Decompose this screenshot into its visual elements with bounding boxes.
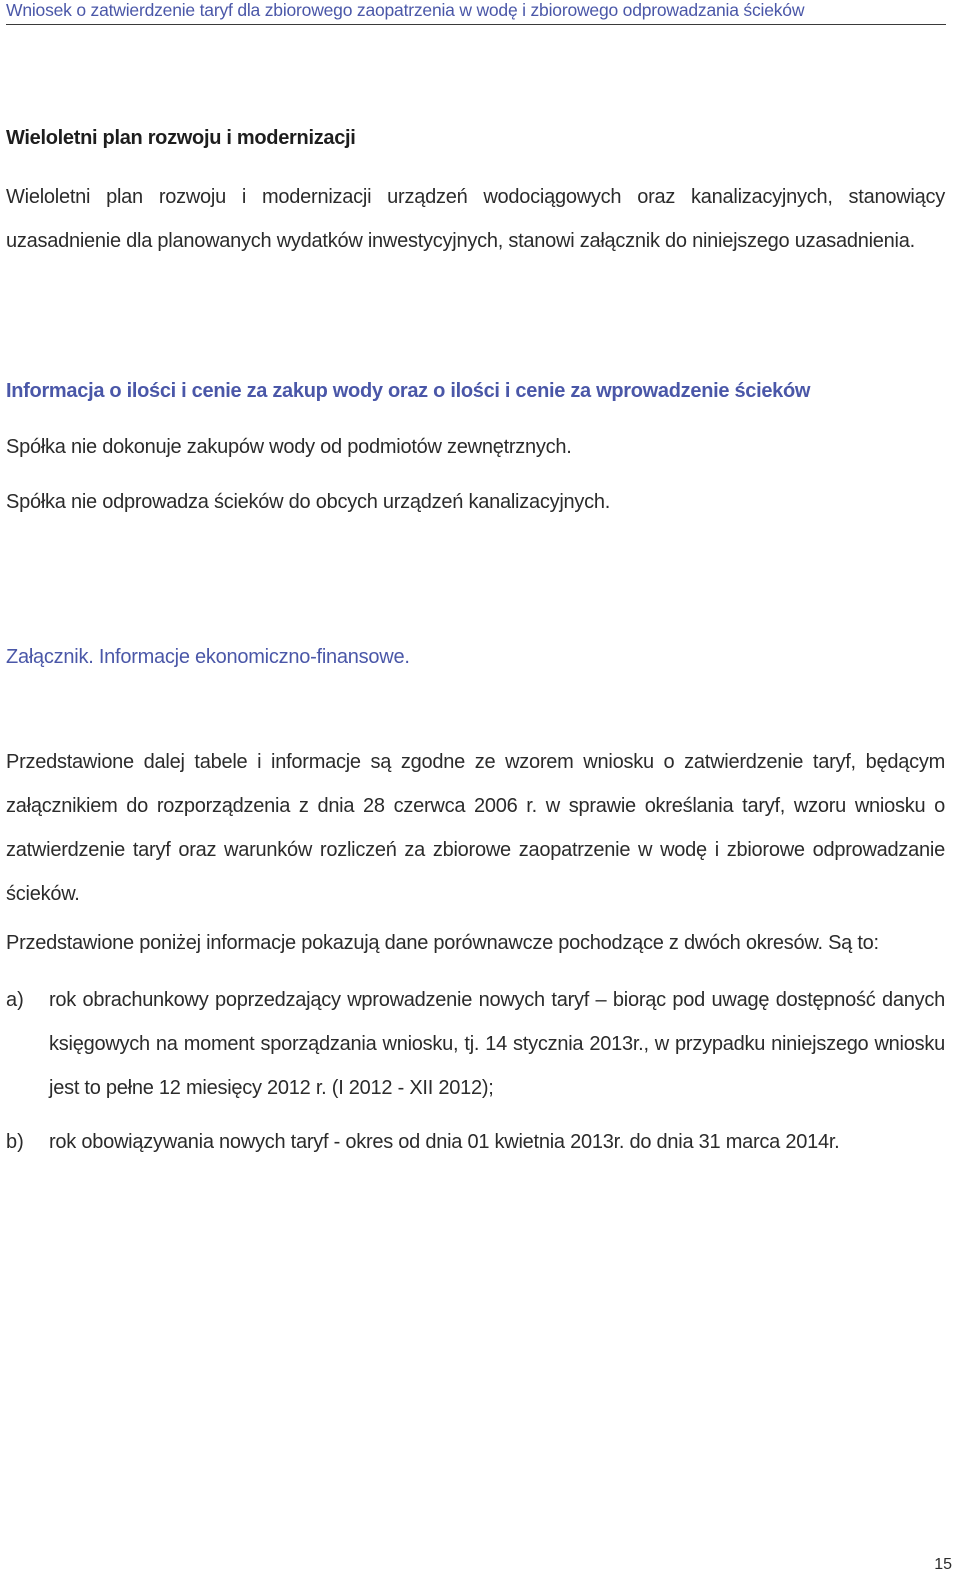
attachment-heading: Załącznik. Informacje ekonomiczno-finansowe. (6, 646, 410, 668)
paragraph-sewage-discharge: Spółka nie odprowadza ścieków do obcych urządzeń kanalizacyjnych. (6, 491, 611, 513)
running-header: Wniosek o zatwierdzenie taryf dla zbiorowego zaopatrzenia w wodę i zbiorowego odprowadzania ścieków (6, 0, 946, 25)
paragraph-plan: Wieloletni plan rozwoju i modernizacji urządzeń wodociągowych oraz kanalizacyjnych, stanowiący uzasadnienie dla planowanych wydatków inwestycyjnych, stanowi załącznik do niniejszego uzasadnienia. (6, 186, 945, 252)
paragraph-periods-intro: Przedstawione poniżej informacje pokazują dane porównawcze pochodzące z dwóch okresów. Są to: (6, 932, 879, 954)
list-marker: b) (6, 1131, 24, 1153)
page-number: 15 (934, 1556, 952, 1573)
paragraph-tables-info: Przedstawione dalej tabele i informacje są zgodne ze wzorem wniosku o zatwierdzenie taryf, będącym załącznikiem do rozporządzenia z dnia 28 czerwca 2006 r. w sprawie określania taryf, wzoru wniosku o zatwierdzenie taryf oraz warunków rozliczeń za zbiorowe zaopatrzenie w wodę i zbiorowe odprowadzanie ścieków. (6, 751, 945, 905)
paragraph-water-purchases: Spółka nie dokonuje zakupów wody od podmiotów zewnętrznych. (6, 436, 572, 458)
section-heading-purchases: Informacja o ilości i cenie za zakup wody oraz o ilości i cenie za wprowadzenie ścieków (6, 380, 811, 402)
list-item-text: rok obrachunkowy poprzedzający wprowadzenie nowych taryf – biorąc pod uwagę dostępność danych księgowych na moment sporządzania wniosku, tj. 14 stycznia 2013r., w przypadku niniejszego wniosku jest to pełne 12 miesięcy 2012 r. (I 2012 - XII 2012); (49, 989, 945, 1099)
section-heading-plan: Wieloletni plan rozwoju i modernizacji (6, 127, 356, 149)
list-item-text: rok obowiązywania nowych taryf - okres od dnia 01 kwietnia 2013r. do dnia 31 marca 2014r. (49, 1131, 840, 1153)
list-marker: a) (6, 989, 24, 1011)
